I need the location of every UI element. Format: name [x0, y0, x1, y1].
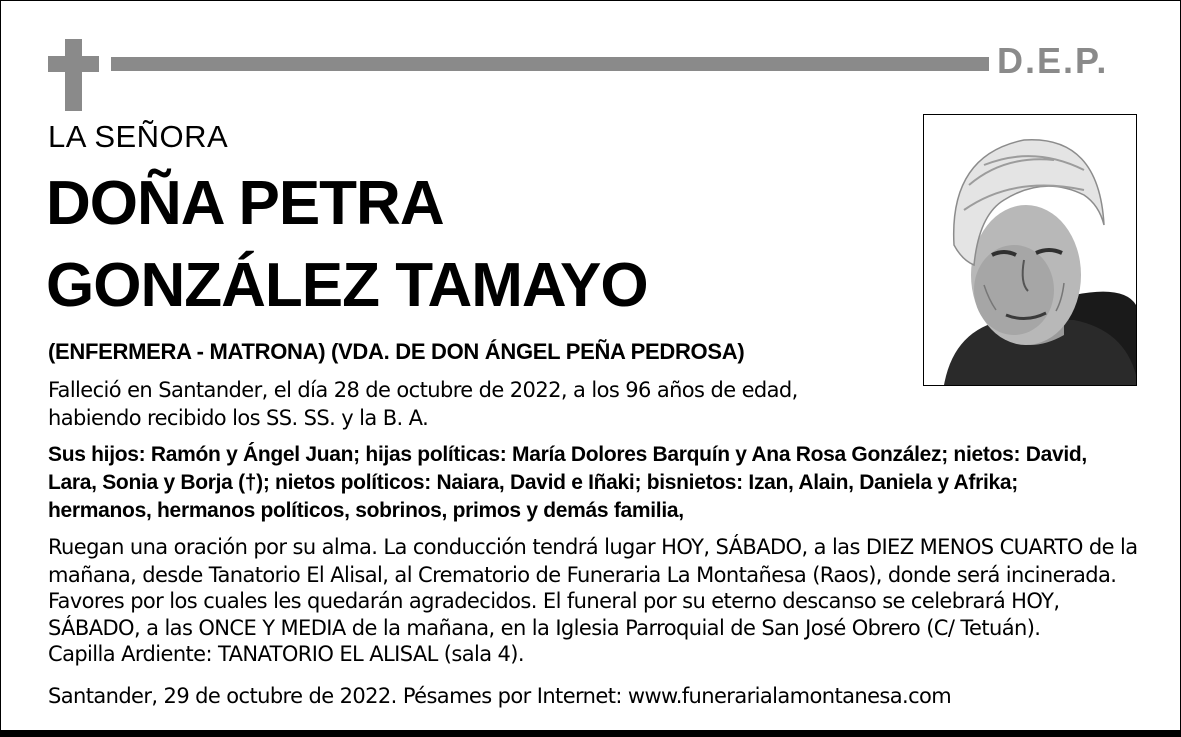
- deceased-name-line-2: GONZÁLEZ TAMAYO: [46, 251, 648, 320]
- family-text-line-3: hermanos, hermanos políticos, sobrinos, primos y demás familia,: [48, 499, 684, 522]
- death-text-line-2: habiendo recibido los SS. SS. y la B. A.: [48, 406, 429, 430]
- funeral-text-line-4: SÁBADO, a las ONCE Y MEDIA de la mañana, en la Iglesia Parroquial de San José Obrero (C/ Tetuán).: [48, 616, 1041, 640]
- deceased-subtitle: (ENFERMERA - MATRONA) (VDA. DE DON ÁNGEL PEÑA PEDROSA): [48, 339, 745, 364]
- funeral-text-line-5: Capilla Ardiente: TANATORIO EL ALISAL (sala 4).: [48, 642, 524, 666]
- family-text-line-2: Lara, Sonia y Borja (†); nietos políticos: Naiara, David e Iñaki; bisnietos: Izan, Alain, Daniela y Afrika;: [48, 471, 1018, 494]
- header-rule: [111, 57, 989, 71]
- bottom-rule: [1, 730, 1180, 736]
- portrait-photo: [923, 114, 1137, 386]
- family-text-line-1: Sus hijos: Ramón y Ángel Juan; hijas políticas: María Dolores Barquín y Ana Rosa González; nietos: David,: [48, 443, 1087, 466]
- funeral-text-line-1: Ruegan una oración por su alma. La conducción tendrá lugar HOY, SÁBADO, a las DIEZ MENOS CUARTO de la: [48, 535, 1138, 559]
- funeral-text-line-2: mañana, desde Tanatorio El Alisal, al Crematorio de Funeraria La Montañesa (Raos), donde será incinerada.: [48, 563, 1117, 587]
- dep-label: D.E.P.: [997, 40, 1109, 81]
- funeral-text-line-3: Favores por los cuales les quedarán agradecidos. El funeral por su eterno descanso se celebrará HOY,: [48, 589, 1060, 613]
- deceased-name-line-1: DOÑA PETRA: [46, 169, 444, 238]
- death-text-line-1: Falleció en Santander, el día 28 de octubre de 2022, a los 96 años de edad,: [48, 378, 798, 402]
- footer-text: Santander, 29 de octubre de 2022. Pésames por Internet: www.funerarialamontanesa.com: [48, 684, 952, 708]
- notice-prefix: LA SEÑORA: [48, 119, 229, 154]
